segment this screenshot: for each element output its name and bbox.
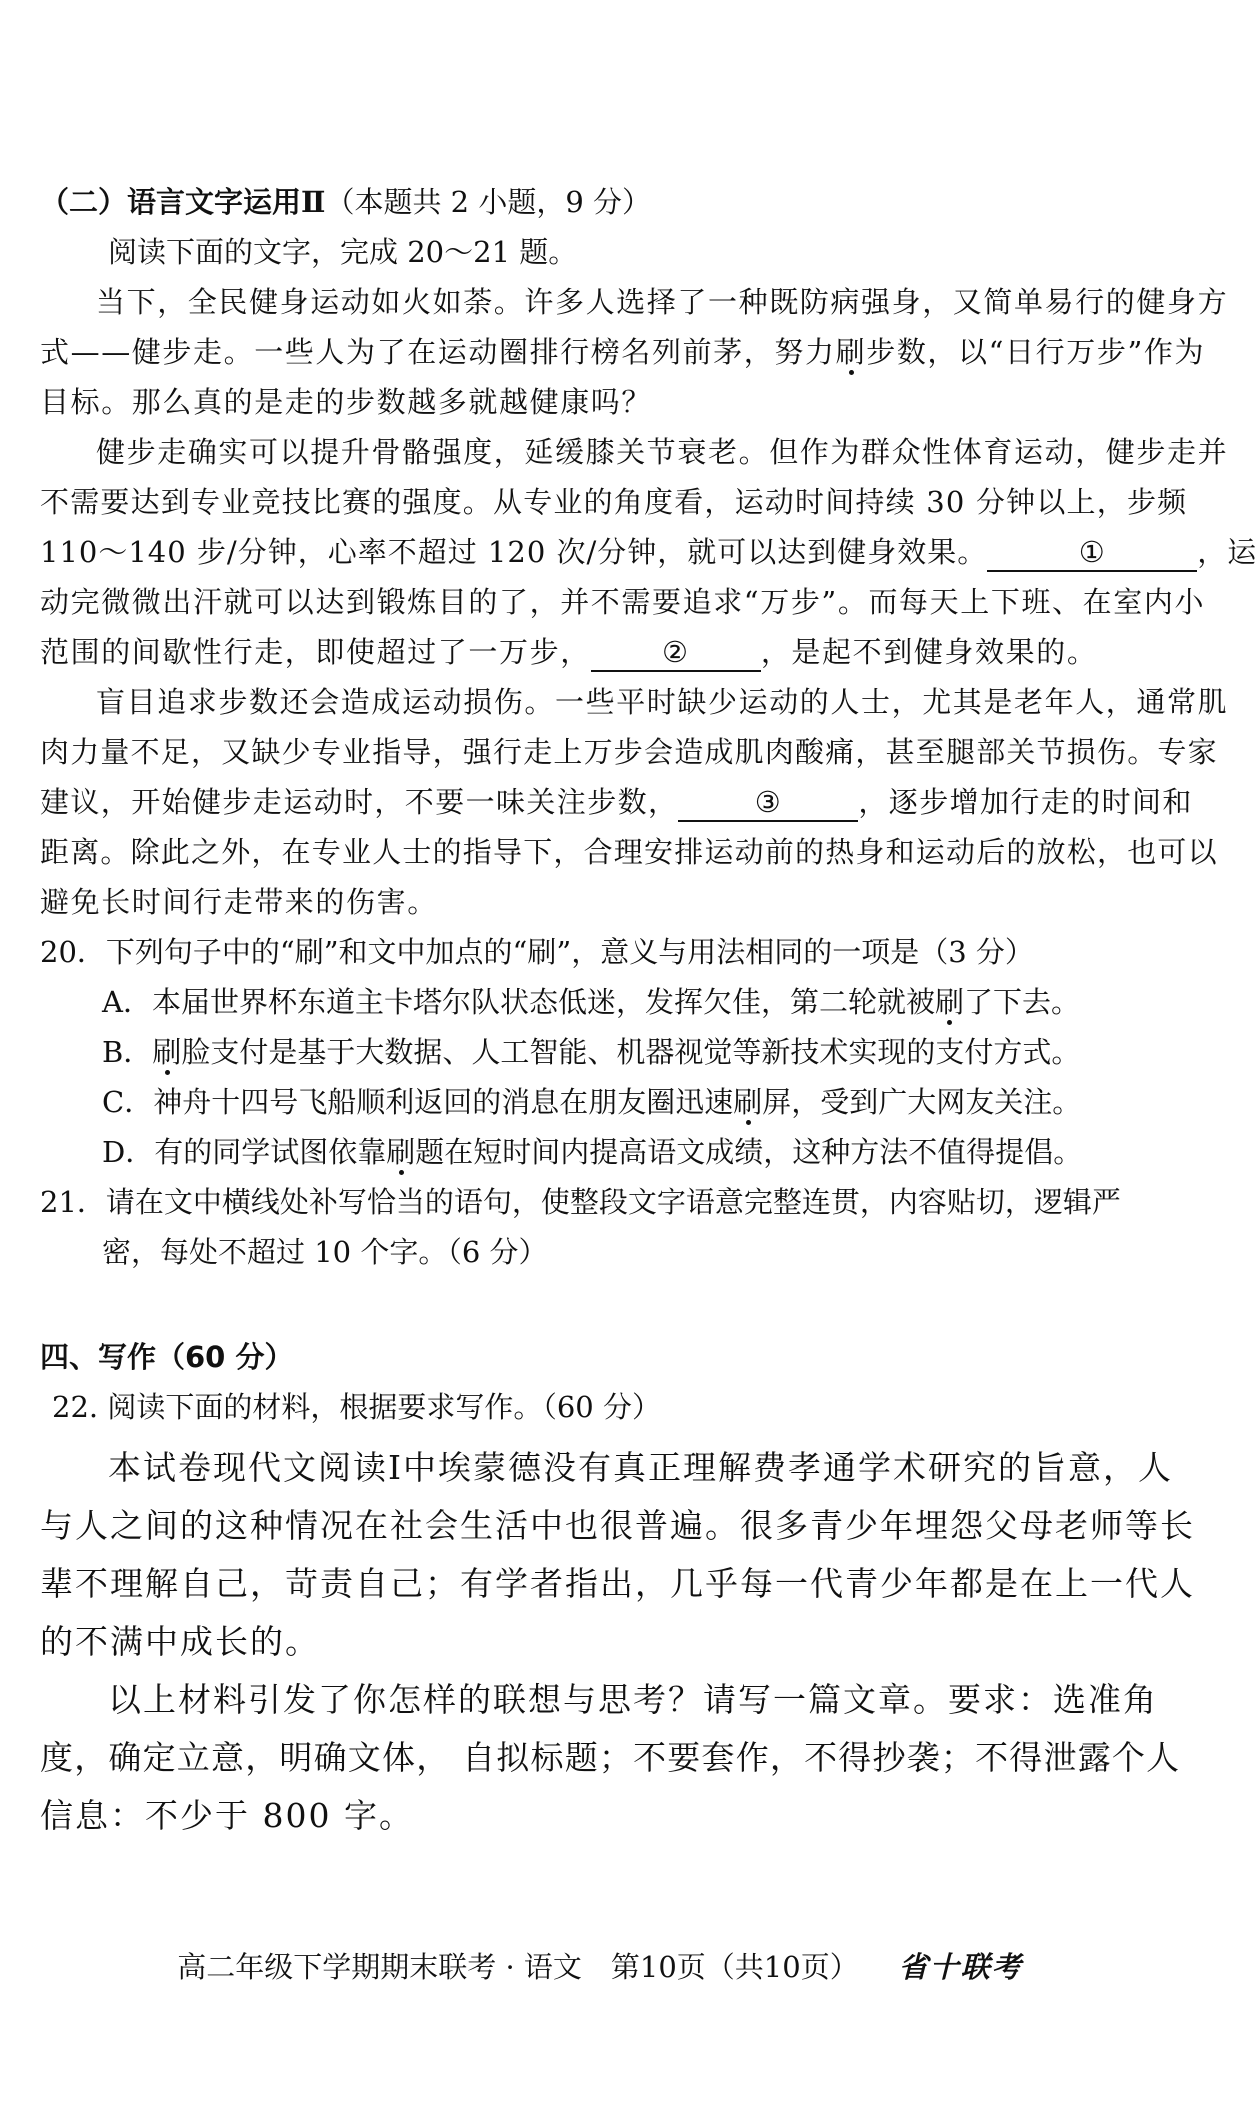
passage-line: 距离。除此之外，在专业人士的指导下，合理安排运动前的热身和运动后的放松，也可以 — [40, 835, 1218, 869]
footer-text: 高二年级下学期期末联考 · 语文 第10页（共10页） — [177, 1950, 859, 1984]
footer-stamp: 省十联考 — [898, 1950, 1023, 1984]
passage-line: 动完微微出汗就可以达到锻炼目的了，并不需要追求“万步”。而每天上下班、在室内小 — [40, 585, 1206, 619]
question-21-line: 密，每处不超过 10 个字。（6 分） — [102, 1235, 548, 1269]
question-22: 22. 阅读下面的材料，根据要求写作。（60 分） — [52, 1390, 661, 1424]
passage-line: 范围的间歇性行走，即使超过了一万步， ② ，是起不到健身效果的。 — [40, 632, 1160, 672]
dotted-char: 刷 — [934, 985, 964, 1019]
passage-line: 目标。那么真的是走的步数越多就越健康吗？ — [40, 385, 653, 419]
passage-line: 当下，全民健身运动如火如荼。许多人选择了一种既防病强身，又简单易行的健身方 — [96, 285, 1229, 319]
section-instruction: 阅读下面的文字，完成 20～21 题。 — [108, 235, 578, 269]
option-d[interactable]: D．有的同学试图依靠刷题在短时间内提高语文成绩，这种方法不值得提倡。 — [102, 1135, 1083, 1169]
dotted-char: 刷 — [835, 335, 867, 369]
material-line: 与人之间的这种情况在社会生活中也很普遍。很多青少年埋怨父母老师等长 — [40, 1506, 1195, 1545]
passage-line: 避免长时间行走带来的伤害。 — [40, 885, 438, 919]
question-20-stem: 20．下列句子中的“刷”和文中加点的“刷”，意义与用法相同的一项是（3 分） — [40, 935, 1034, 969]
passage-line: 不需要达到专业竞技比赛的强度。从专业的角度看，运动时间持续 30 分钟以上，步频 — [40, 485, 1188, 519]
writing-heading: 四、写作（60 分） — [40, 1340, 294, 1374]
material-line: 的不满中成长的。 — [40, 1622, 320, 1661]
dotted-char: 刷 — [386, 1135, 416, 1169]
passage-line: 式——健步走。一些人为了在运动圈排行榜名列前茅，努力刷步数，以“日行万步”作为 — [40, 335, 1206, 369]
dotted-char: 刷 — [733, 1085, 763, 1119]
passage-line: 健步走确实可以提升骨骼强度，延缓膝关节衰老。但作为群众性体育运动，健步走并 — [96, 435, 1229, 469]
requirement-line: 信息：不少于 800 字。 — [40, 1796, 414, 1835]
passage-line: 110～140 步/分钟，心率不超过 120 次/分钟，就可以达到健身效果。 ① ，运 — [40, 532, 1160, 572]
option-c[interactable]: C．神舟十四号飞船顺利返回的消息在朋友圈迅速刷屏，受到广大网友关注。 — [102, 1085, 1082, 1119]
passage-line: 盲目追求步数还会造成运动损伤。一些平时缺少运动的人士，尤其是老年人，通常肌 — [96, 685, 1229, 719]
material-line: 辈不理解自己，苛责自己；有学者指出，几乎每一代青少年都是在上一代人 — [40, 1564, 1195, 1603]
passage-line: 建议，开始健步走运动时，不要一味关注步数， ③ ，逐步增加行走的时间和 — [40, 782, 1160, 822]
fill-blank-3[interactable]: ③ — [678, 784, 858, 822]
option-a[interactable]: A．本届世界杯东道主卡塔尔队状态低迷，发挥欠佳，第二轮就被刷了下去。 — [102, 985, 1080, 1019]
requirement-line: 以上材料引发了你怎样的联想与思考？请写一篇文章。要求：选准角 — [108, 1680, 1158, 1719]
requirement-line: 度，确定立意，明确文体， 自拟标题；不要套作，不得抄袭；不得泄露个人 — [40, 1738, 1181, 1777]
page-footer — [0, 1945, 1200, 1986]
fill-blank-1[interactable]: ① — [987, 534, 1197, 572]
option-b[interactable]: B．刷脸支付是基于大数据、人工智能、机器视觉等新技术实现的支付方式。 — [102, 1035, 1081, 1069]
question-21-line: 21．请在文中横线处补写恰当的语句，使整段文字语意完整连贯，内容贴切，逻辑严 — [40, 1185, 1121, 1219]
section-heading: （二）语言文字运用Ⅱ（本题共 2 小题，9 分） — [40, 185, 652, 219]
dotted-char: 刷 — [152, 1035, 182, 1069]
fill-blank-2[interactable]: ② — [591, 634, 761, 672]
passage-line: 肉力量不足，又缺少专业指导，强行走上万步会造成肌肉酸痛，甚至腿部关节损伤。专家 — [40, 735, 1218, 769]
material-line: 本试卷现代文阅读Ⅰ中埃蒙德没有真正理解费孝通学术研究的旨意，人 — [108, 1448, 1174, 1487]
